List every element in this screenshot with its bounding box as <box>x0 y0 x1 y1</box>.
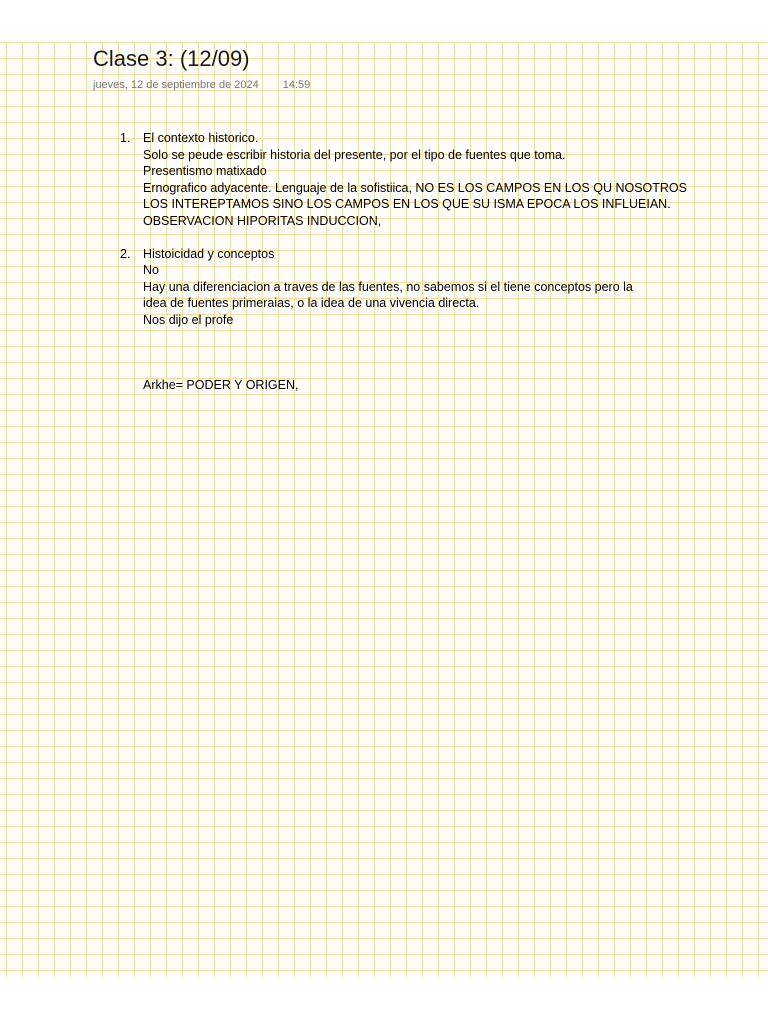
list-number: 2. <box>120 246 131 261</box>
list-item[interactable] <box>120 246 720 329</box>
list-line[interactable]: idea de fuentes primeraias, o la idea de una vivencia directa. <box>143 296 480 310</box>
note-timestamp <box>93 78 310 92</box>
list-line[interactable]: Ernografico adyacente. Lenguaje de la sofistiica, NO ES LOS CAMPOS EN LOS QU NOSOTROS <box>143 180 687 195</box>
list-number: 1. <box>120 131 131 145</box>
note-time: 14:59 <box>282 79 311 91</box>
list-line[interactable]: El contexto historico. <box>143 131 259 145</box>
list-line[interactable]: Presentismo matixado <box>143 164 267 178</box>
list-line[interactable]: Histoicidad y conceptos <box>143 246 275 261</box>
page-title[interactable]: Clase 3: (12/09) <box>93 46 250 71</box>
note-line-arkhe[interactable]: Arkhe= PODER Y ORIGEN, <box>143 378 299 392</box>
numbered-list[interactable] <box>120 130 720 345</box>
list-line[interactable]: OBSERVACION HIPORITAS INDUCCION, <box>143 213 382 228</box>
note-date: jueves, 12 de septiembre de 2024 <box>93 79 259 91</box>
list-line[interactable]: Hay una diferenciacion a traves de las fuentes, no sabemos si el tiene conceptos pero la <box>143 279 633 294</box>
list-line[interactable]: Solo se peude escribir historia del presente, por el tipo de fuentes que toma. <box>143 147 566 162</box>
list-line[interactable]: No <box>143 263 159 277</box>
list-line[interactable]: Nos dijo el profe <box>143 312 234 327</box>
list-item[interactable] <box>120 130 720 229</box>
list-line[interactable]: LOS INTEREPTAMOS SINO LOS CAMPOS EN LOS QUE SU ISMA EPOCA LOS INFLUEIAN. <box>143 197 671 211</box>
